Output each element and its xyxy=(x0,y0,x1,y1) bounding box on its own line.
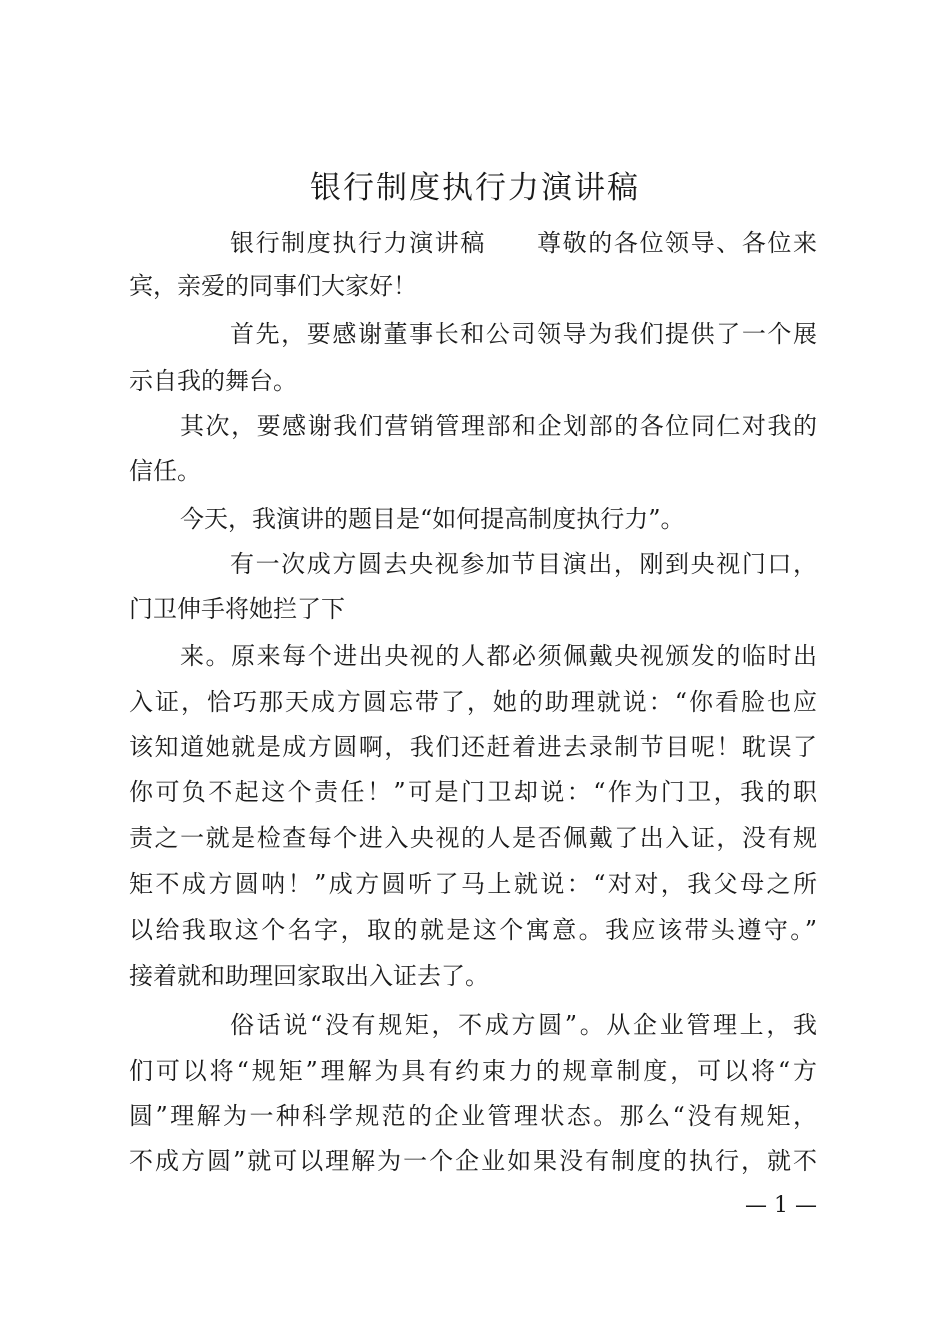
body-line: 你可负不起这个责任！”可是门卫却说：“作为门卫，我的职 xyxy=(129,778,817,806)
body-line: 信任。 xyxy=(129,457,201,485)
body-line: 该知道她就是成方圆啊，我们还赶着进去录制节目呢！耽误了 xyxy=(129,733,817,761)
body-line: 不成方圆”就可以理解为一个企业如果没有制度的执行，就不 xyxy=(129,1147,817,1175)
body-line: 门卫伸手将她拦了下 xyxy=(129,595,345,623)
body-line: 今天，我演讲的题目是“如何提高制度执行力”。 xyxy=(180,505,685,533)
body-line: 圆”理解为一种科学规范的企业管理状态。那么“没有规矩， xyxy=(129,1102,817,1130)
body-line: 矩不成方圆呐！”成方圆听了马上就说：“对对，我父母之所 xyxy=(129,870,817,898)
body-line: 银行制度执行力演讲稿 尊敬的各位领导、各位来 xyxy=(230,229,817,257)
body-line: 宾，亲爱的同事们大家好！ xyxy=(129,272,417,300)
body-line: 以给我取这个名字，取的就是这个寓意。我应该带头遵守。” xyxy=(129,916,817,944)
body-line: 来。原来每个进出央视的人都必须佩戴央视颁发的临时出 xyxy=(180,642,817,670)
body-line: 责之一就是检查每个进入央视的人是否佩戴了出入证，没有规 xyxy=(129,824,817,852)
body-line: 们可以将“规矩”理解为具有约束力的规章制度，可以将“方 xyxy=(129,1057,817,1085)
page-title: 银行制度执行力演讲稿 xyxy=(310,170,640,206)
body-line: 入证，恰巧那天成方圆忘带了，她的助理就说：“你看脸也应 xyxy=(129,688,817,716)
body-line: 其次，要感谢我们营销管理部和企划部的各位同仁对我的 xyxy=(180,412,817,440)
page-number: — 1 — xyxy=(745,1193,817,1218)
body-line: 首先，要感谢董事长和公司领导为我们提供了一个展 xyxy=(230,320,817,348)
body-line: 有一次成方圆去央视参加节目演出，刚到央视门口， xyxy=(230,550,817,578)
body-line: 俗话说“没有规矩，不成方圆”。从企业管理上，我 xyxy=(230,1011,817,1039)
body-line: 接着就和助理回家取出入证去了。 xyxy=(129,962,489,990)
body-line: 示自我的舞台。 xyxy=(129,367,297,395)
